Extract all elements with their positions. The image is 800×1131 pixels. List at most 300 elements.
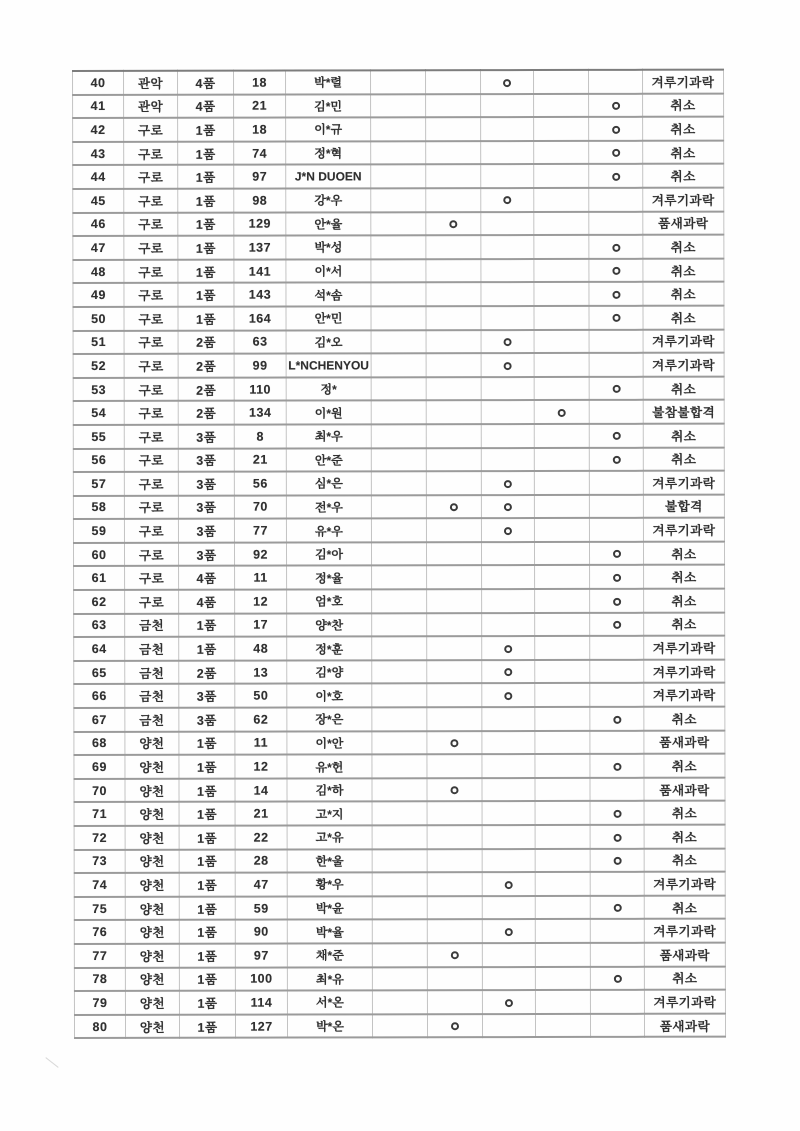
table-row: [74, 777, 725, 802]
cell-district: 양천: [125, 802, 179, 826]
cell-mark-1: [372, 566, 427, 590]
cell-grade: 1품: [178, 236, 234, 260]
mark-circle-icon: [612, 291, 620, 299]
cell-district: 구로: [124, 118, 178, 142]
table-row: [73, 117, 724, 142]
cell-mark-2: [426, 495, 481, 519]
cell-mark-2: [426, 400, 481, 424]
cell-number: 99: [234, 354, 286, 378]
cell-mark-5: [590, 565, 644, 589]
cell-name: 고*지: [287, 802, 372, 826]
cell-grade: 2품: [178, 354, 234, 378]
cell-mark-4: [535, 565, 590, 589]
cell-grade: 4품: [178, 94, 234, 118]
table-row: [73, 235, 724, 260]
cell-mark-2: [426, 377, 481, 401]
cell-mark-4: [534, 211, 589, 235]
cell-mark-3: [482, 707, 535, 731]
mark-circle-icon: [503, 79, 511, 87]
cell-name: 김*아: [286, 542, 371, 566]
mark-circle-icon: [504, 692, 512, 700]
cell-mark-2: [426, 518, 481, 542]
cell-mark-2: [426, 165, 481, 189]
cell-mark-1: [372, 825, 427, 849]
cell-name: 정*율: [287, 566, 372, 590]
cell-number: 63: [234, 330, 286, 354]
cell-no: 70: [74, 779, 125, 803]
table-row: [74, 966, 725, 991]
table-row: [74, 730, 725, 755]
cell-number: 18: [234, 118, 286, 142]
cell-no: 54: [73, 401, 124, 425]
cell-mark-4: [534, 447, 589, 471]
cell-mark-5: [590, 683, 644, 707]
cell-no: 72: [74, 826, 125, 850]
cell-result: 취소: [643, 447, 724, 471]
cell-result: 취소: [644, 895, 725, 919]
cell-result: 취소: [643, 117, 724, 141]
cell-number: 47: [235, 873, 287, 897]
cell-result: 겨루기과락: [643, 329, 724, 353]
cell-mark-5: [589, 447, 643, 471]
cell-name: 박*윤: [287, 896, 372, 920]
cell-mark-3: [482, 967, 535, 991]
mark-circle-icon: [612, 432, 620, 440]
cell-mark-5: [589, 542, 643, 566]
cell-number: 92: [234, 542, 286, 566]
cell-result: 품새과락: [644, 943, 725, 967]
mark-circle-icon: [613, 597, 621, 605]
mark-circle-icon: [504, 645, 512, 653]
cell-mark-2: [426, 212, 481, 236]
cell-grade: 1품: [178, 307, 234, 331]
cell-mark-4: [534, 471, 589, 495]
cell-mark-3: [482, 896, 535, 920]
cell-mark-4: [535, 825, 590, 849]
cell-mark-2: [427, 778, 482, 802]
mark-circle-icon: [612, 173, 620, 181]
cell-mark-1: [371, 424, 426, 448]
cell-mark-2: [427, 896, 482, 920]
cell-mark-2: [427, 825, 482, 849]
cell-grade: 1품: [178, 141, 234, 165]
cell-number: 127: [235, 1014, 287, 1038]
cell-no: 52: [73, 354, 124, 378]
cell-mark-2: [427, 872, 482, 896]
cell-mark-4: [534, 424, 589, 448]
cell-mark-2: [426, 70, 481, 94]
cell-grade: 1품: [179, 920, 235, 944]
cell-grade: 1품: [179, 944, 235, 968]
cell-name: 박*렬: [286, 70, 371, 94]
results-table: [72, 69, 726, 1040]
mark-circle-icon: [504, 527, 512, 535]
table-row: [74, 707, 725, 732]
cell-number: 62: [235, 708, 287, 732]
mark-circle-icon: [613, 975, 621, 983]
cell-number: 21: [235, 802, 287, 826]
cell-grade: 2품: [179, 661, 235, 685]
cell-number: 164: [234, 306, 286, 330]
cell-result: 겨루기과락: [643, 70, 724, 94]
cell-district: 양천: [125, 849, 179, 873]
cell-name: 김*오: [286, 330, 371, 354]
table-row: [74, 895, 725, 920]
cell-mark-2: [427, 613, 482, 637]
cell-name: 전*우: [286, 495, 371, 519]
cell-mark-5: [589, 306, 643, 330]
cell-mark-3: [481, 471, 534, 495]
cell-mark-2: [427, 636, 482, 660]
cell-mark-4: [534, 164, 589, 188]
cell-district: 구로: [124, 543, 178, 567]
cell-no: 42: [73, 118, 124, 142]
cell-mark-2: [427, 754, 482, 778]
mark-circle-icon: [505, 881, 513, 889]
mark-circle-icon: [450, 503, 458, 511]
table-row: [74, 848, 725, 873]
cell-mark-1: [372, 613, 427, 637]
cell-number: 143: [234, 283, 286, 307]
cell-number: 17: [235, 613, 287, 637]
cell-result: 취소: [643, 93, 724, 117]
mark-circle-icon: [505, 999, 513, 1007]
cell-result: 겨루기과락: [643, 353, 724, 377]
cell-number: 114: [235, 991, 287, 1015]
cell-mark-5: [590, 612, 644, 636]
cell-mark-4: [535, 801, 590, 825]
cell-mark-4: [534, 188, 589, 212]
cell-mark-1: [371, 495, 426, 519]
table-row: [74, 565, 725, 590]
cell-number: 50: [235, 684, 287, 708]
cell-name: 최*유: [287, 967, 372, 991]
cell-district: 구로: [124, 212, 178, 236]
cell-result: 겨루기과락: [643, 471, 724, 495]
cell-mark-1: [371, 259, 426, 283]
cell-mark-1: [371, 94, 426, 118]
cell-mark-5: [590, 896, 644, 920]
cell-number: 97: [234, 165, 286, 189]
cell-mark-4: [534, 282, 589, 306]
cell-grade: 1품: [179, 873, 235, 897]
cell-number: 18: [234, 71, 286, 95]
cell-number: 8: [234, 424, 286, 448]
cell-no: 79: [74, 991, 125, 1015]
cell-result: 취소: [643, 235, 724, 259]
cell-grade: 1품: [178, 165, 234, 189]
cell-grade: 3품: [179, 708, 235, 732]
cell-mark-4: [534, 377, 589, 401]
cell-no: 53: [73, 378, 124, 402]
table-row: [73, 518, 724, 543]
cell-name: 안*율: [286, 212, 371, 236]
cell-result: 겨루기과락: [643, 518, 724, 542]
table-row: [73, 353, 724, 378]
cell-number: 21: [234, 94, 286, 118]
mark-circle-icon: [613, 715, 621, 723]
cell-mark-5: [589, 164, 643, 188]
cell-mark-3: [481, 495, 534, 519]
mark-circle-icon: [613, 574, 621, 582]
cell-mark-5: [590, 1014, 644, 1038]
cell-district: 구로: [124, 425, 178, 449]
table-row: [73, 93, 724, 118]
cell-mark-1: [371, 519, 426, 543]
cell-result: 품새과락: [644, 1013, 725, 1037]
cell-result: 취소: [644, 825, 725, 849]
cell-number: 137: [234, 236, 286, 260]
table-row: [74, 825, 725, 850]
cell-name: 정*훈: [287, 637, 372, 661]
cell-mark-1: [371, 235, 426, 259]
cell-no: 48: [73, 260, 124, 284]
cell-district: 양천: [125, 873, 179, 897]
cell-district: 구로: [124, 236, 178, 260]
cell-district: 구로: [124, 165, 178, 189]
cell-mark-1: [371, 306, 426, 330]
cell-mark-1: [371, 542, 426, 566]
mark-circle-icon: [612, 149, 620, 157]
cell-district: 구로: [124, 354, 178, 378]
cell-result: 취소: [644, 966, 725, 990]
cell-mark-1: [371, 117, 426, 141]
cell-mark-3: [482, 754, 535, 778]
cell-mark-1: [372, 731, 427, 755]
cell-mark-2: [427, 990, 482, 1014]
cell-no: 76: [74, 920, 125, 944]
cell-grade: 3품: [178, 472, 234, 496]
cell-mark-3: [481, 282, 534, 306]
cell-number: 74: [234, 141, 286, 165]
mark-circle-icon: [449, 220, 457, 228]
table-row: [73, 494, 724, 519]
cell-result: 불참불합격: [643, 400, 724, 424]
cell-mark-5: [590, 589, 644, 613]
cell-name: 최*우: [286, 424, 371, 448]
cell-mark-5: [589, 400, 643, 424]
cell-grade: 1품: [179, 967, 235, 991]
cell-mark-4: [534, 518, 589, 542]
cell-mark-4: [535, 966, 590, 990]
cell-result: 겨루기과락: [643, 188, 724, 212]
cell-mark-1: [371, 448, 426, 472]
cell-mark-1: [372, 778, 427, 802]
table-row: [73, 329, 724, 354]
cell-mark-1: [372, 849, 427, 873]
cell-mark-3: [482, 849, 535, 873]
cell-district: 양천: [125, 944, 179, 968]
table-row: [74, 589, 725, 614]
mark-circle-icon: [612, 314, 620, 322]
mark-circle-icon: [504, 480, 512, 488]
cell-result: 취소: [643, 542, 724, 566]
mark-circle-icon: [504, 668, 512, 676]
cell-grade: 4품: [179, 566, 235, 590]
cell-mark-5: [589, 353, 643, 377]
cell-grade: 1품: [178, 118, 234, 142]
cell-mark-1: [372, 1014, 427, 1038]
cell-result: 취소: [643, 258, 724, 282]
cell-district: 구로: [125, 590, 179, 614]
cell-mark-3: [481, 259, 534, 283]
cell-mark-4: [534, 400, 589, 424]
cell-mark-1: [372, 754, 427, 778]
cell-number: 134: [234, 401, 286, 425]
cell-mark-1: [372, 920, 427, 944]
cell-mark-3: [482, 943, 535, 967]
cell-mark-5: [589, 70, 643, 94]
cell-mark-1: [371, 165, 426, 189]
cell-mark-5: [589, 494, 643, 518]
table-row: [74, 754, 725, 779]
table-row: [73, 188, 724, 213]
cell-mark-4: [534, 94, 589, 118]
cell-mark-4: [535, 613, 590, 637]
cell-number: 129: [234, 212, 286, 236]
cell-district: 금천: [125, 637, 179, 661]
cell-mark-2: [426, 188, 481, 212]
cell-mark-1: [372, 896, 427, 920]
cell-mark-2: [426, 424, 481, 448]
cell-district: 관악: [124, 71, 178, 95]
cell-mark-3: [482, 613, 535, 637]
cell-district: 금천: [125, 661, 179, 685]
cell-mark-1: [371, 70, 426, 94]
cell-no: 80: [74, 1015, 125, 1039]
cell-mark-5: [589, 424, 643, 448]
cell-name: 김*양: [287, 660, 372, 684]
cell-mark-4: [535, 1014, 590, 1038]
cell-grade: 2품: [178, 330, 234, 354]
cell-mark-3: [481, 448, 534, 472]
cell-result: 불합격: [643, 494, 724, 518]
cell-grade: 2품: [178, 401, 234, 425]
cell-mark-1: [372, 660, 427, 684]
cell-mark-5: [590, 754, 644, 778]
cell-mark-2: [427, 920, 482, 944]
mark-circle-icon: [451, 787, 459, 795]
table-row: [73, 70, 724, 95]
cell-district: 구로: [124, 330, 178, 354]
cell-mark-4: [535, 660, 590, 684]
cell-mark-2: [426, 330, 481, 354]
mark-circle-icon: [612, 456, 620, 464]
table-row: [74, 683, 725, 708]
cell-mark-1: [372, 637, 427, 661]
cell-name: 유*우: [286, 519, 371, 543]
cell-district: 양천: [125, 967, 179, 991]
cell-number: 70: [234, 495, 286, 519]
cell-mark-4: [534, 329, 589, 353]
table-row: [73, 258, 724, 283]
cell-no: 69: [74, 755, 125, 779]
cell-name: 고*유: [287, 825, 372, 849]
cell-mark-1: [371, 141, 426, 165]
cell-mark-3: [481, 518, 534, 542]
table-row: [73, 424, 724, 449]
cell-district: 구로: [124, 377, 178, 401]
cell-mark-1: [372, 943, 427, 967]
mark-circle-icon: [612, 102, 620, 110]
cell-no: 68: [74, 732, 125, 756]
cell-mark-3: [482, 660, 535, 684]
cell-district: 금천: [125, 684, 179, 708]
cell-mark-5: [589, 235, 643, 259]
table-row: [73, 211, 724, 236]
cell-mark-2: [427, 1014, 482, 1038]
cell-mark-4: [535, 683, 590, 707]
cell-mark-4: [535, 943, 590, 967]
table-row: [74, 919, 725, 944]
cell-no: 65: [74, 661, 125, 685]
cell-district: 구로: [124, 401, 178, 425]
cell-mark-2: [427, 589, 482, 613]
cell-mark-2: [426, 353, 481, 377]
cell-result: 겨루기과락: [644, 659, 725, 683]
cell-grade: 3품: [178, 425, 234, 449]
cell-no: 46: [73, 212, 124, 236]
cell-name: 이*규: [286, 118, 371, 142]
cell-mark-4: [535, 919, 590, 943]
cell-district: 구로: [125, 566, 179, 590]
cell-mark-4: [534, 353, 589, 377]
cell-result: 겨루기과락: [644, 683, 725, 707]
cell-mark-2: [426, 94, 481, 118]
cell-mark-5: [590, 990, 644, 1014]
cell-number: 141: [234, 259, 286, 283]
cell-mark-2: [427, 684, 482, 708]
cell-mark-2: [427, 849, 482, 873]
cell-mark-3: [481, 424, 534, 448]
cell-district: 구로: [124, 448, 178, 472]
cell-result: 취소: [643, 282, 724, 306]
cell-district: 구로: [124, 142, 178, 166]
cell-name: 이*서: [286, 259, 371, 283]
cell-mark-4: [534, 495, 589, 519]
cell-mark-2: [427, 566, 482, 590]
cell-mark-1: [371, 353, 426, 377]
cell-mark-1: [372, 802, 427, 826]
cell-name: 안*민: [286, 306, 371, 330]
cell-mark-5: [590, 966, 644, 990]
cell-mark-5: [590, 636, 644, 660]
cell-name: 안*준: [286, 448, 371, 472]
mark-circle-icon: [558, 409, 566, 417]
cell-name: 김*하: [287, 778, 372, 802]
table-row: [74, 943, 725, 968]
cell-number: 21: [234, 448, 286, 472]
cell-mark-4: [534, 141, 589, 165]
cell-mark-5: [589, 117, 643, 141]
cell-mark-4: [535, 731, 590, 755]
cell-no: 50: [73, 307, 124, 331]
cell-mark-4: [535, 872, 590, 896]
cell-mark-5: [589, 188, 643, 212]
cell-no: 43: [73, 142, 124, 166]
cell-no: 71: [74, 802, 125, 826]
cell-grade: 1품: [179, 991, 235, 1015]
cell-result: 취소: [644, 565, 725, 589]
cell-mark-3: [481, 353, 534, 377]
cell-result: 취소: [643, 140, 724, 164]
cell-result: 취소: [644, 754, 725, 778]
mark-circle-icon: [613, 550, 621, 558]
mark-circle-icon: [612, 267, 620, 275]
cell-mark-5: [590, 660, 644, 684]
cell-no: 58: [73, 496, 124, 520]
cell-number: 100: [235, 967, 287, 991]
